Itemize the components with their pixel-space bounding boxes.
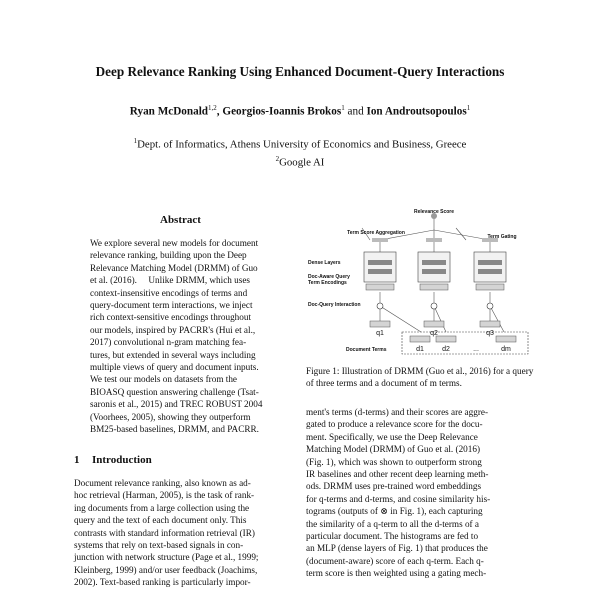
query-term-box	[480, 321, 500, 327]
label-term-score-aggregation: Term Score Aggregation	[347, 230, 405, 236]
body-line: tograms (outputs of ⊗ in Fig. 1), each capturing	[306, 506, 483, 517]
interaction-operator	[487, 303, 493, 309]
label-dense-layers: Dense Layers	[308, 260, 341, 266]
affil-sup: 2	[275, 154, 280, 163]
section-heading-introduction	[74, 454, 152, 466]
intro-line: 2002). Text-based ranking is particularly impor-	[74, 577, 251, 588]
label-term-gating: Term Gating	[487, 234, 517, 240]
affil-text: Google AI	[279, 156, 325, 169]
affiliation-1	[0, 134, 600, 152]
intro-line: query and the text of each document only. This	[74, 515, 247, 526]
intro-line: Document relevance ranking, also known as ad-	[74, 478, 251, 488]
affiliations	[0, 134, 600, 169]
gate-bar	[372, 238, 388, 242]
abstract-line: our models, inspired by PACRR's (Hui et al.,	[90, 324, 256, 335]
body-line: (Fig. 1), which was shown to outperform strong	[306, 456, 482, 467]
author-and: and	[347, 105, 367, 118]
label-q1: q1	[376, 330, 384, 337]
paper-title: Deep Relevance Ranking Using Enhanced Document-Query Interactions	[95, 64, 505, 79]
label-relevance-score: Relevance Score	[413, 209, 455, 215]
interaction-operator	[377, 303, 383, 309]
dense-layer-block	[364, 252, 396, 282]
label-dm: dm	[501, 346, 511, 353]
label-d1: d1	[416, 346, 424, 353]
abstract-body	[90, 237, 274, 436]
abstract-line: BIOASQ question answering challenge (Tsat-	[90, 386, 259, 397]
gate-bar	[426, 238, 442, 242]
dense-layer-bar	[368, 269, 392, 274]
query-term-box	[370, 321, 390, 327]
affil-text: Dept. of Informatics, Athens University of Economics and Business, Greece	[137, 138, 467, 151]
abstract-line: query-document term interactions, we inject	[90, 300, 253, 311]
abstract-line: context-insensitive encodings of terms and	[90, 287, 248, 298]
right-column-body	[306, 406, 532, 580]
body-line: particular document. The histograms are fed to	[306, 531, 479, 542]
author-line	[0, 104, 600, 118]
intro-line: hoc retrieval (Harman, 2005), is the task of rank-	[74, 490, 255, 501]
author-name: Georgios-Ioannis Brokos	[222, 105, 342, 118]
intro-line: contrasts with standard information retrieval (IR)	[74, 527, 255, 538]
dense-layer-block	[474, 252, 506, 282]
intro-body	[74, 477, 292, 589]
abstract-line: multiple views of query and document inputs.	[90, 362, 259, 373]
abstract-line: tures, but extended in several ways including	[90, 349, 256, 360]
body-line: IR baselines and other recent deep learning meth-	[306, 469, 489, 480]
label-dots: ...	[473, 346, 479, 353]
body-line: Matching Model (DRMM) of Guo et al. (2016)	[306, 444, 481, 455]
author-name: Ryan McDonald	[129, 105, 209, 118]
affiliation-2	[0, 152, 600, 170]
doc-aware-encoding	[420, 284, 448, 290]
drmm-figure	[306, 208, 532, 364]
dense-layer-block	[418, 252, 450, 282]
label-doc-query-interaction: Doc-Query Interaction	[308, 302, 361, 308]
author-affil-sup: 1	[341, 104, 345, 112]
doc-aware-encoding	[366, 284, 394, 290]
body-line: (document-aware) score of each q-term. Each q-	[306, 555, 484, 566]
body-line: an MLP (dense layers of Fig. 1) that produces the	[306, 543, 488, 554]
body-line: ment's terms (d-terms) and their scores are aggre-	[306, 407, 489, 417]
dense-layer-bar	[478, 269, 502, 274]
dense-layer-bar	[422, 269, 446, 274]
label-term-encodings: Term Encodings	[308, 280, 347, 286]
abstract-line: saronis et al., 2015) and TREC ROBUST 2004	[90, 399, 263, 410]
intro-line: systems that rely on text-based signals in con-	[74, 540, 244, 551]
body-line: ods. DRMM uses pre-trained word embeddings	[306, 481, 482, 492]
dense-layer-bar	[368, 260, 392, 265]
dense-layer-bar	[422, 260, 446, 265]
abstract-line: rich context-sensitive encodings throughout	[90, 312, 252, 323]
doc-term-box	[410, 336, 430, 342]
intro-line: junction with network structure (Page et al., 1999;	[74, 552, 259, 563]
interaction-operator	[431, 303, 437, 309]
label-q3: q3	[486, 330, 494, 337]
label-doc-aware: Doc-Aware Query	[308, 274, 350, 280]
author-name: Ion Androutsopoulos	[366, 105, 467, 118]
query-term-box	[424, 321, 444, 327]
intro-line: Kleinberg, 1999) and/or user feedback (Joachims,	[74, 564, 258, 575]
body-line: for q-terms and d-terms, and cosine similarity his-	[306, 493, 491, 504]
author-separator: ,	[216, 105, 223, 118]
section-number: 1	[74, 454, 80, 466]
affil-sup: 1	[133, 137, 138, 145]
abstract-heading: Abstract	[160, 214, 201, 226]
abstract-line: 2017) convolutional n-gram matching fea-	[90, 337, 247, 348]
abstract-line: BM25-based baselines, DRMM, and PACRR.	[90, 424, 259, 435]
abstract-line: Relevance Matching Model (DRMM) of Guo	[90, 262, 258, 273]
label-d2: d2	[442, 346, 450, 353]
abstract-line: relevance ranking, building upon the Deep	[90, 250, 247, 261]
abstract-line: We test our models on datasets from the	[90, 374, 237, 385]
dense-layer-bar	[478, 260, 502, 265]
author-affil-sup: 1	[466, 104, 471, 112]
doc-term-box	[496, 336, 516, 342]
doc-term-box	[436, 336, 456, 342]
abstract-line: We explore several new models for document	[90, 238, 259, 248]
body-line: term score is then weighted using a gating mech-	[306, 568, 487, 579]
doc-aware-encoding	[476, 284, 504, 290]
body-line: ment. Specifically, we use the Deep Relevance	[306, 431, 478, 442]
label-q2: q2	[430, 330, 438, 337]
abstract-line: et al. (2016). Unlike DRMM, which uses	[90, 275, 250, 286]
label-document-terms: Document Terms	[346, 347, 387, 353]
body-line: the similarity of a q-term to all the d-terms of a	[306, 518, 479, 529]
section-title: Introduction	[92, 454, 152, 466]
author-affil-sup: 1,2	[208, 104, 217, 112]
figure-caption: Figure 1: Illustration of DRMM (Guo et al., 2016) for a query of three terms and a document of m terms.	[306, 366, 534, 389]
intro-line: ing documents from a large collection using the	[74, 502, 250, 513]
abstract-line: (Voorhees, 2005), showing they outperform	[90, 411, 251, 422]
body-line: gated to produce a relevance score for the docu-	[306, 419, 483, 430]
